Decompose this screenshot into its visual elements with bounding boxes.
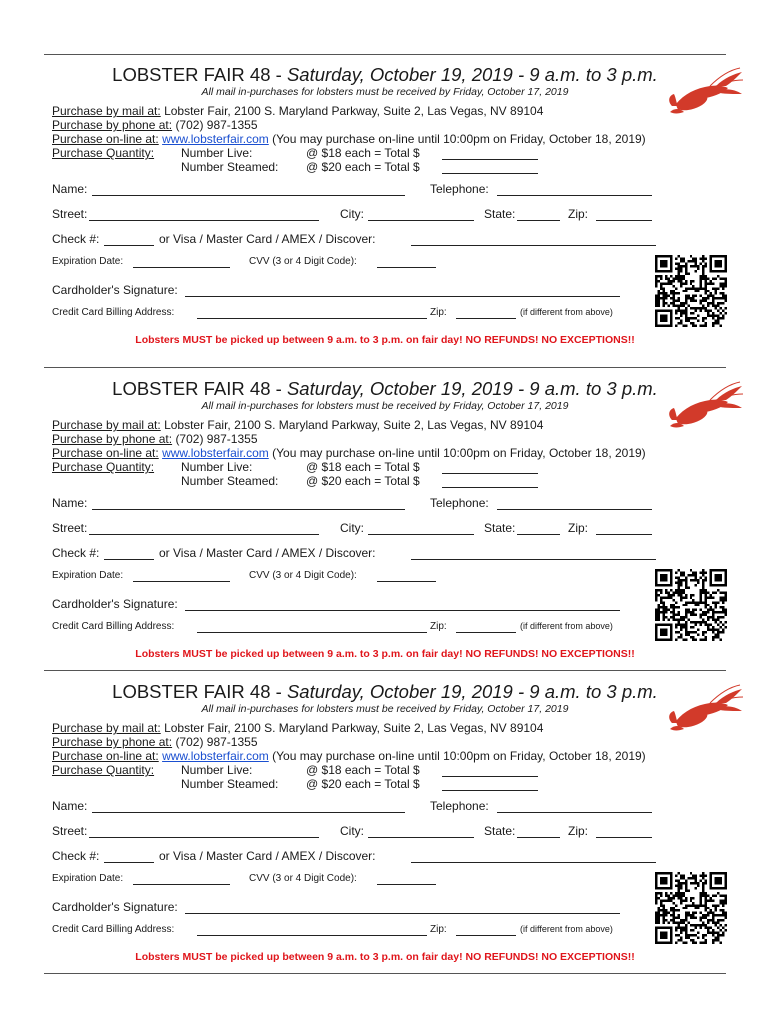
signature-label: Cardholder's Signature: [52, 900, 178, 914]
mail-deadline-note: All mail in-purchases for lobsters must be received by Friday, October 17, 2019 [201, 703, 569, 715]
billing-zip-field[interactable] [456, 318, 516, 319]
expiration-label: Expiration Date: [52, 570, 124, 581]
city-label: City: [340, 824, 364, 838]
live-price: @ $18 each = Total $ [306, 460, 420, 474]
signature-field[interactable] [185, 296, 620, 297]
live-total-field[interactable] [442, 473, 538, 474]
billing-address-label: Credit Card Billing Address: [52, 307, 175, 318]
purchase-by-mail: Purchase by mail at: Lobster Fair, 2100 S. Maryland Parkway, Suite 2, Las Vegas, NV 89104 [52, 721, 544, 735]
billing-address-field[interactable] [197, 632, 427, 633]
purchase-by-mail: Purchase by mail at: Lobster Fair, 2100 S. Maryland Parkway, Suite 2, Las Vegas, NV 89104 [52, 104, 544, 118]
qr-code[interactable] [655, 255, 727, 327]
card-number-field[interactable] [411, 245, 656, 246]
purchase-quantity-label: Purchase Quantity: [52, 763, 155, 777]
steamed-price: @ $20 each = Total $ [306, 474, 420, 488]
check-label: Check #: [52, 849, 100, 863]
number-steamed-label: Number Steamed: [181, 160, 279, 174]
pickup-notice: Lobsters MUST be picked up between 9 a.m. to 3 p.m. on fair day! NO REFUNDS! NO EXCEPTIONS!! [135, 334, 635, 346]
billing-address-label: Credit Card Billing Address: [52, 621, 175, 632]
state-label: State: [484, 521, 516, 535]
state-label: State: [484, 824, 516, 838]
order-form-3 [0, 673, 770, 973]
purchase-quantity-label: Purchase Quantity: [52, 460, 155, 474]
form-title: LOBSTER FAIR 48 - Saturday, October 19, 2019 - 9 a.m. to 3 p.m. [112, 64, 658, 85]
purchase-quantity-label: Purchase Quantity: [52, 146, 155, 160]
city-field[interactable] [368, 534, 474, 535]
city-label: City: [340, 521, 364, 535]
telephone-field[interactable] [497, 195, 652, 196]
divider-2 [44, 670, 726, 671]
signature-label: Cardholder's Signature: [52, 597, 178, 611]
zip-field[interactable] [596, 534, 652, 535]
bottom-divider [44, 973, 726, 974]
billing-zip-label: Zip: [430, 307, 447, 318]
expiration-field[interactable] [133, 884, 230, 885]
order-form-1 [0, 56, 770, 356]
number-steamed-label: Number Steamed: [181, 474, 279, 488]
live-total-field[interactable] [442, 776, 538, 777]
divider-1 [44, 367, 726, 368]
mail-deadline-note: All mail in-purchases for lobsters must be received by Friday, October 17, 2019 [201, 86, 569, 98]
form-title: LOBSTER FAIR 48 - Saturday, October 19, 2019 - 9 a.m. to 3 p.m. [112, 681, 658, 702]
name-field[interactable] [92, 195, 405, 196]
purchase-online: Purchase on-line at: www.lobsterfair.com (You may purchase on-line until 10:00pm on Friday, October 18, 2019) [52, 446, 646, 460]
website-link[interactable]: www.lobsterfair.com [162, 446, 269, 460]
name-field[interactable] [92, 509, 405, 510]
state-field[interactable] [517, 534, 560, 535]
name-label: Name: [52, 496, 88, 510]
name-label: Name: [52, 799, 88, 813]
purchase-by-mail: Purchase by mail at: Lobster Fair, 2100 S. Maryland Parkway, Suite 2, Las Vegas, NV 89104 [52, 418, 544, 432]
telephone-label: Telephone: [430, 799, 489, 813]
telephone-field[interactable] [497, 812, 652, 813]
telephone-field[interactable] [497, 509, 652, 510]
card-label: or Visa / Master Card / AMEX / Discover: [159, 849, 376, 863]
zip-label: Zip: [568, 521, 589, 535]
zip-label: Zip: [568, 824, 589, 838]
street-field[interactable] [89, 220, 319, 221]
number-live-label: Number Live: [181, 460, 253, 474]
check-number-field[interactable] [104, 559, 154, 560]
billing-address-label: Credit Card Billing Address: [52, 924, 175, 935]
card-number-field[interactable] [411, 862, 656, 863]
expiration-field[interactable] [133, 267, 230, 268]
purchase-by-phone: Purchase by phone at: (702) 987-1355 [52, 432, 258, 446]
billing-zip-label: Zip: [430, 924, 447, 935]
name-field[interactable] [92, 812, 405, 813]
lobster-icon [666, 380, 744, 430]
check-label: Check #: [52, 546, 100, 560]
name-label: Name: [52, 182, 88, 196]
live-price: @ $18 each = Total $ [306, 146, 420, 160]
cvv-field[interactable] [377, 884, 436, 885]
card-label: or Visa / Master Card / AMEX / Discover: [159, 232, 376, 246]
telephone-label: Telephone: [430, 496, 489, 510]
live-price: @ $18 each = Total $ [306, 763, 420, 777]
qr-code[interactable] [655, 872, 727, 944]
state-label: State: [484, 207, 516, 221]
signature-label: Cardholder's Signature: [52, 283, 178, 297]
purchase-online: Purchase on-line at: www.lobsterfair.com (You may purchase on-line until 10:00pm on Friday, October 18, 2019) [52, 749, 646, 763]
expiration-label: Expiration Date: [52, 873, 124, 884]
billing-note: (if different from above) [520, 621, 613, 631]
city-label: City: [340, 207, 364, 221]
cvv-label: CVV (3 or 4 Digit Code): [249, 256, 357, 267]
mail-deadline-note: All mail in-purchases for lobsters must be received by Friday, October 17, 2019 [201, 400, 569, 412]
billing-address-field[interactable] [197, 318, 427, 319]
lobster-icon [666, 683, 744, 733]
state-field[interactable] [517, 837, 560, 838]
billing-note: (if different from above) [520, 924, 613, 934]
street-label: Street: [52, 824, 88, 838]
check-number-field[interactable] [104, 862, 154, 863]
billing-zip-field[interactable] [456, 935, 516, 936]
qr-code[interactable] [655, 569, 727, 641]
website-link[interactable]: www.lobsterfair.com [162, 132, 269, 146]
number-steamed-label: Number Steamed: [181, 777, 279, 791]
city-field[interactable] [368, 220, 474, 221]
city-field[interactable] [368, 837, 474, 838]
street-field[interactable] [89, 534, 319, 535]
website-link[interactable]: www.lobsterfair.com [162, 749, 269, 763]
order-form-2 [0, 370, 770, 670]
zip-field[interactable] [596, 220, 652, 221]
state-field[interactable] [517, 220, 560, 221]
billing-address-field[interactable] [197, 935, 427, 936]
number-live-label: Number Live: [181, 763, 253, 777]
lobster-icon [666, 66, 744, 116]
billing-note: (if different from above) [520, 307, 613, 317]
form-title: LOBSTER FAIR 48 - Saturday, October 19, 2019 - 9 a.m. to 3 p.m. [112, 378, 658, 399]
zip-label: Zip: [568, 207, 589, 221]
expiration-label: Expiration Date: [52, 256, 124, 267]
steamed-total-field[interactable] [442, 790, 538, 791]
live-total-field[interactable] [442, 159, 538, 160]
card-number-field[interactable] [411, 559, 656, 560]
purchase-by-phone: Purchase by phone at: (702) 987-1355 [52, 118, 258, 132]
telephone-label: Telephone: [430, 182, 489, 196]
expiration-field[interactable] [133, 581, 230, 582]
pickup-notice: Lobsters MUST be picked up between 9 a.m. to 3 p.m. on fair day! NO REFUNDS! NO EXCEPTIONS!! [135, 951, 635, 963]
card-label: or Visa / Master Card / AMEX / Discover: [159, 546, 376, 560]
street-field[interactable] [89, 837, 319, 838]
street-label: Street: [52, 207, 88, 221]
street-label: Street: [52, 521, 88, 535]
cvv-field[interactable] [377, 581, 436, 582]
signature-field[interactable] [185, 913, 620, 914]
purchase-by-phone: Purchase by phone at: (702) 987-1355 [52, 735, 258, 749]
steamed-price: @ $20 each = Total $ [306, 777, 420, 791]
purchase-online: Purchase on-line at: www.lobsterfair.com (You may purchase on-line until 10:00pm on Friday, October 18, 2019) [52, 132, 646, 146]
check-number-field[interactable] [104, 245, 154, 246]
billing-zip-field[interactable] [456, 632, 516, 633]
pickup-notice: Lobsters MUST be picked up between 9 a.m. to 3 p.m. on fair day! NO REFUNDS! NO EXCEPTIONS!! [135, 648, 635, 660]
billing-zip-label: Zip: [430, 621, 447, 632]
zip-field[interactable] [596, 837, 652, 838]
top-divider [44, 54, 726, 55]
cvv-field[interactable] [377, 267, 436, 268]
signature-field[interactable] [185, 610, 620, 611]
check-label: Check #: [52, 232, 100, 246]
cvv-label: CVV (3 or 4 Digit Code): [249, 570, 357, 581]
number-live-label: Number Live: [181, 146, 253, 160]
steamed-price: @ $20 each = Total $ [306, 160, 420, 174]
steamed-total-field[interactable] [442, 487, 538, 488]
cvv-label: CVV (3 or 4 Digit Code): [249, 873, 357, 884]
steamed-total-field[interactable] [442, 173, 538, 174]
